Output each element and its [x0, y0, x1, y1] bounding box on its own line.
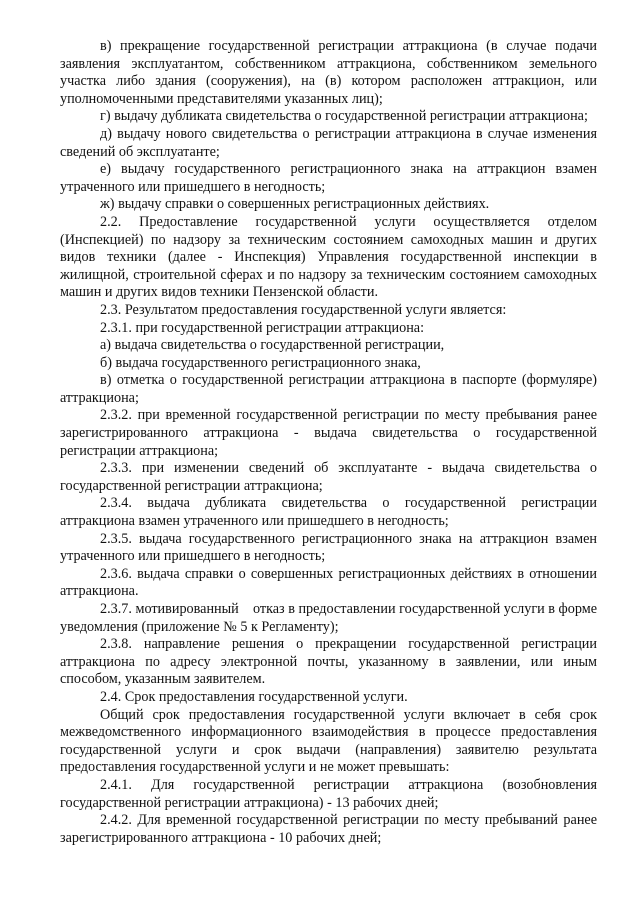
- paragraph-2-3-6: 2.3.6. выдача справки о совершенных регистрационных действиях в отношении аттракциона.: [60, 565, 597, 600]
- paragraph-2-2: 2.2. Предоставление государственной услуги осуществляется отделом (Инспекцией) по надзору за техническим состоянием самоходных машин и других видов техники (далее - Инспекция) Управления государственной инспекции в жилищной, строительной сферах и по надзору за техническим состоянием самоходных машин и других видов техники Пензенской области.: [60, 213, 597, 301]
- paragraph-2-3-1-v: в) отметка о государственной регистрации аттракциона в паспорте (формуляре) аттракциона;: [60, 372, 597, 406]
- paragraph-general-term: Общий срок предоставления государственной услуги включает в себя срок межведомственного информационного взаимодействия в процессе предоставления государственной услуги и срок выдачи (направления) заявителю результата предоставления государственной услуги и не может превышать:: [60, 706, 597, 776]
- paragraph-2-3-2: 2.3.2. при временной государственной регистрации по месту пребывания ранее зарегистрированного аттракциона - выдача свидетельства о государственной регистрации аттракциона;: [60, 407, 597, 459]
- paragraph-2-3-7: 2.3.7. мотивированный отказ в предоставлении государственной услуги в форме уведомления (приложение № 5 к Регламенту);: [60, 601, 601, 635]
- paragraph-2-3-3: 2.3.3. при изменении сведений об эксплуатанте - выдача свидетельства о государственной регистрации аттракциона;: [60, 460, 597, 494]
- paragraph-2-4: 2.4. Срок предоставления государственной услуги.: [100, 688, 408, 705]
- paragraph-e-registration-sign: е) выдачу государственного регистрационного знака на аттракцион взамен утраченного или пришедшего в негодность;: [60, 161, 597, 195]
- paragraph-2-3-8: 2.3.8. направление решения о прекращении государственной регистрации аттракциона по адресу электронной почты, указанному в заявлении, или иным способом, указанным заявителем.: [60, 636, 597, 688]
- paragraph-2-3-1: 2.3.1. при государственной регистрации аттракциона:: [100, 319, 425, 336]
- paragraph-g-duplicate: г) выдачу дубликата свидетельства о государственной регистрации аттракциона;: [100, 108, 588, 125]
- paragraph-2-3-1-a: а) выдача свидетельства о государственной регистрации,: [100, 337, 445, 354]
- paragraph-2-4-2: 2.4.2. Для временной государственной регистрации по месту пребываний ранее зарегистрированного аттракциона - 10 рабочих дней;: [60, 812, 597, 846]
- document-page: [60, 38, 601, 847]
- paragraph-2-3-4: 2.3.4. выдача дубликата свидетельства о государственной регистрации аттракциона взамен утраченного или пришедшего в негодность;: [60, 495, 597, 530]
- paragraph-d-new-certificate: д) выдачу нового свидетельства о регистрации аттракциона в случае изменения сведений об эксплуатанте;: [60, 125, 597, 160]
- paragraph-v-termination: в) прекращение государственной регистрации аттракциона (в случае подачи заявления эксплуатантом, собственником аттракциона, собственником земельного участка либо здания (сооружения), на (в) котором расположен аттракцион, или уполномоченными представителями указанных лиц);: [60, 38, 597, 107]
- paragraph-2-4-1: 2.4.1. Для государственной регистрации аттракциона (возобновления государственной регистрации аттракциона) - 13 рабочих дней;: [60, 776, 597, 811]
- paragraph-2-3-1-b: б) выдача государственного регистрационного знака,: [100, 354, 421, 371]
- paragraph-2-3-5: 2.3.5. выдача государственного регистрационного знака на аттракцион взамен утраченного или пришедшего в негодность;: [60, 530, 597, 565]
- paragraph-zh-certificate: ж) выдачу справки о совершенных регистрационных действиях.: [100, 196, 490, 213]
- paragraph-2-3: 2.3. Результатом предоставления государственной услуги является:: [100, 301, 507, 318]
